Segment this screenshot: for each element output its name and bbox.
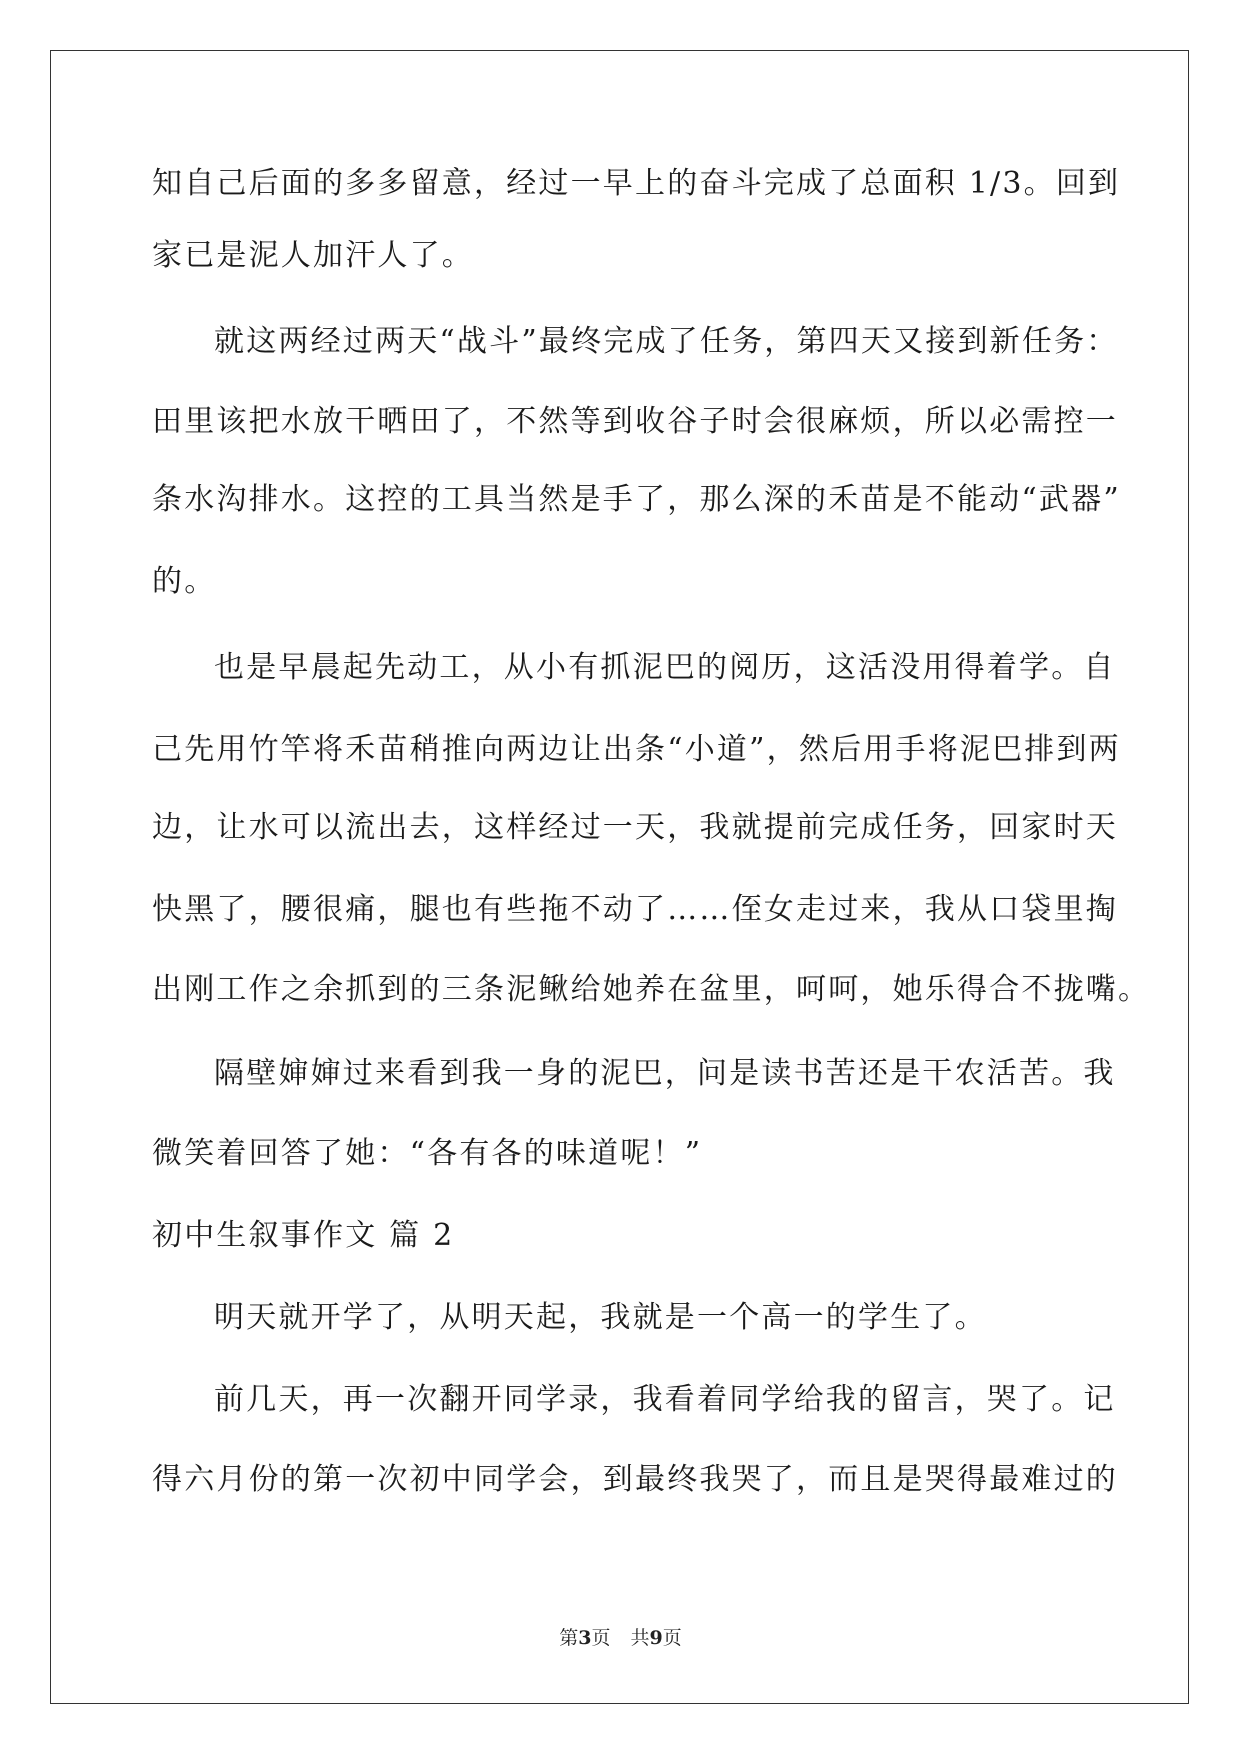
body-text-line: 条水沟排水。这控的工具当然是手了，那么深的禾苗是不能动“武器”: [152, 482, 1121, 517]
page-number-total: 9: [649, 1627, 663, 1649]
body-text-line: 己先用竹竿将禾苗稍推向两边让出条“小道”，然后用手将泥巴排到两: [152, 732, 1121, 767]
page-footer: [0, 1626, 1241, 1650]
body-text-line: 的。: [152, 564, 217, 599]
body-text-line: 明天就开学了，从明天起，我就是一个高一的学生了。: [214, 1300, 987, 1335]
page-number-suffix: 页: [591, 1627, 611, 1649]
page-total-suffix: 页: [662, 1627, 682, 1649]
page-number-prefix: 第: [559, 1627, 579, 1649]
body-text-line: 也是早晨起先动工，从小有抓泥巴的阅历，这活没用得着学。自: [214, 650, 1116, 685]
body-text-line: 隔壁婶婶过来看到我一身的泥巴，问是读书苦还是干农活苦。我: [214, 1056, 1116, 1091]
page-number-current: 3: [578, 1627, 592, 1649]
section-heading: 初中生叙事作文 篇 2: [152, 1218, 455, 1253]
body-text-line: 出刚工作之余抓到的三条泥鳅给她养在盆里，呵呵，她乐得合不拢嘴。: [152, 972, 1151, 1007]
body-text-line: 微笑着回答了她：“各有各的味道呢！”: [152, 1136, 703, 1171]
body-text-line: 家已是泥人加汗人了。: [152, 238, 474, 273]
body-text-line: 田里该把水放干晒田了，不然等到收谷子时会很麻烦，所以必需控一: [152, 404, 1118, 439]
page-total-prefix: 共: [630, 1627, 650, 1649]
page-border: [50, 50, 1189, 1704]
body-text-line: 快黑了，腰很痛，腿也有些拖不动了……侄女走过来，我从口袋里掏: [152, 892, 1118, 927]
body-text-line: 边，让水可以流出去，这样经过一天，我就提前完成任务，回家时天: [152, 810, 1118, 845]
body-text-line: 就这两经过两天“战斗”最终完成了任务，第四天又接到新任务：: [214, 324, 1119, 359]
body-text-line: 前几天，再一次翻开同学录，我看着同学给我的留言，哭了。记: [214, 1382, 1116, 1417]
body-text-line: 知自己后面的多多留意，经过一早上的奋斗完成了总面积 1/3。回到: [152, 166, 1121, 201]
body-text-line: 得六月份的第一次初中同学会，到最终我哭了，而且是哭得最难过的: [152, 1462, 1118, 1497]
